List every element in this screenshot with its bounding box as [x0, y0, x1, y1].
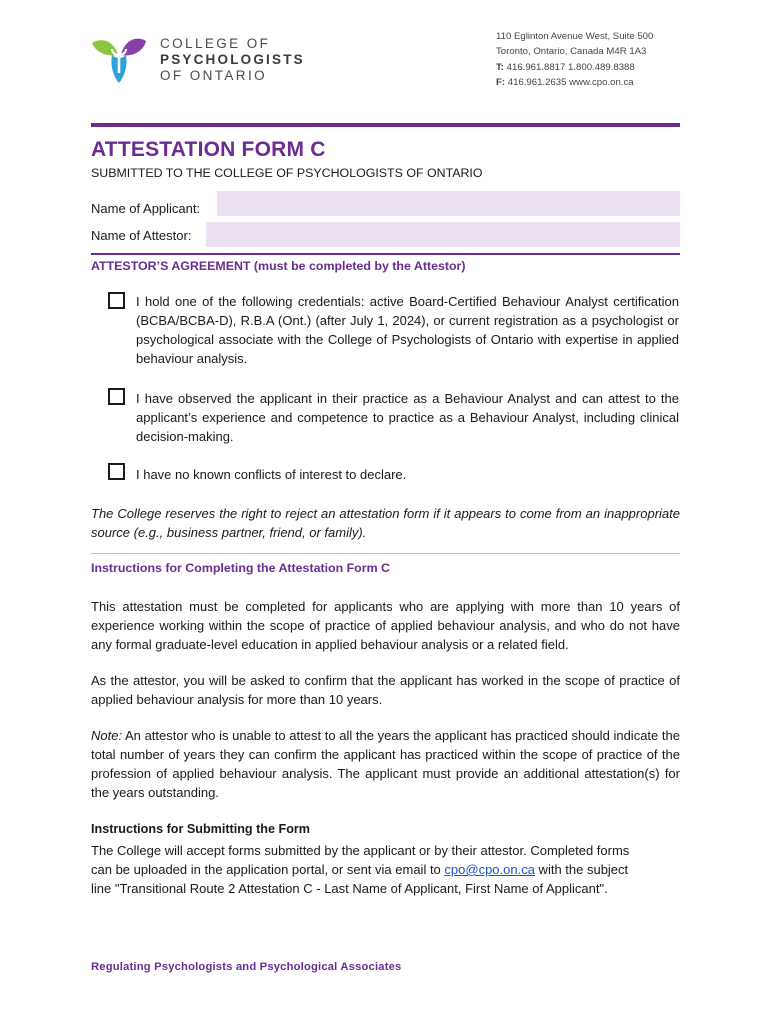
org-name [160, 36, 305, 84]
college-logo [88, 33, 150, 85]
org-name-line-1: COLLEGE OF [160, 36, 271, 51]
org-address [496, 29, 653, 90]
observed-practice-statement: I have observed the applicant in their practice as a Behaviour Analyst and can attest to the applicant’s experience and competence to practice as a Behaviour Analyst, including clinical decision-making. [136, 391, 679, 444]
submitting-paragraph [91, 841, 651, 898]
phone-label: T: [496, 61, 504, 73]
address-line-2: Toronto, Ontario, Canada M4R 1A3 [496, 46, 647, 58]
note-label: Note: [91, 728, 123, 743]
source-disclaimer: The College reserves the right to reject an attestation form if it appears to come from an inappropriate source (e.g., business partner, friend, or family). [91, 506, 680, 540]
email-link[interactable]: cpo@cpo.on.ca [444, 862, 535, 877]
phone-line [496, 60, 653, 75]
fax-line [496, 75, 653, 90]
credentials-checkbox[interactable] [108, 292, 125, 309]
attestor-name-field[interactable] [206, 222, 680, 247]
no-conflict-statement: I have no known conflicts of interest to declare. [136, 467, 407, 482]
org-name-line-3: OF ONTARIO [160, 68, 267, 83]
note-text: An attestor who is unable to attest to all the years the applicant has practiced should indicate the total number of years they can confirm the applicant has practiced within the scope of practice of the profession of applied behaviour analysis. The applicant must provide an additional attestation(s) for the years outstanding. [91, 728, 680, 800]
credentials-statement: I hold one of the following credentials: active Board-Certified Behaviour Analyst certification (BCBA/BCBA-D), R.B.A (Ont.) (after July 1, 2024), or current registration as a psychologist or psychological associate with the College of Psychologists of Ontario with expertise in applied behaviour analysis. [136, 294, 679, 366]
address-line-1: 110 Eglinton Avenue West, Suite 500 [496, 31, 654, 42]
submitting-text-before: The College will accept forms submitted by the applicant or by their attestor. Completed forms can be uploaded in the application portal, or sent via email to [91, 843, 630, 877]
instructions-paragraph-2: As the attestor, you will be asked to confirm that the applicant has worked in the scope of practice of applied behaviour analysis for more than 10 years. [91, 673, 680, 707]
thin-divider [91, 553, 680, 554]
instructions-note [91, 726, 680, 802]
instructions-paragraph-1: This attestation must be completed for applicants who are applying with more than 10 years of experience working within the scope of practice of applied behaviour analysis, and who do not have any formal graduate-level education in applied behaviour analysis or a related field. [91, 599, 680, 652]
instructions-heading: Instructions for Completing the Attestation Form C [91, 561, 390, 575]
agreement-heading: ATTESTOR’S AGREEMENT (must be completed by the Attestor) [91, 259, 466, 273]
attestor-name-label: Name of Attestor: [91, 228, 192, 243]
submitting-text-after: with the subject line "Transitional Route 2 Attestation C - Last Name of Applicant, First Name of Applicant". [91, 862, 629, 896]
phone-value: 416.961.8817 1.800.489.8388 [506, 61, 635, 73]
header-divider [91, 123, 680, 127]
applicant-name-field[interactable] [217, 191, 680, 216]
form-subtitle: SUBMITTED TO THE COLLEGE OF PSYCHOLOGISTS OF ONTARIO [91, 166, 483, 180]
form-title: ATTESTATION FORM C [91, 138, 326, 161]
section-divider [91, 253, 680, 255]
fax-value: 416.961.2635 www.cpo.on.ca [507, 76, 634, 88]
footer-tagline: Regulating Psychologists and Psychological Associates [91, 961, 402, 973]
college-logo-icon [88, 33, 150, 85]
no-conflict-checkbox[interactable] [108, 463, 125, 480]
applicant-name-label: Name of Applicant: [91, 201, 201, 216]
fax-label: F: [496, 76, 506, 88]
submitting-heading: Instructions for Submitting the Form [91, 822, 310, 836]
observed-practice-checkbox[interactable] [108, 388, 125, 405]
org-name-line-2: PSYCHOLOGISTS [160, 52, 305, 67]
